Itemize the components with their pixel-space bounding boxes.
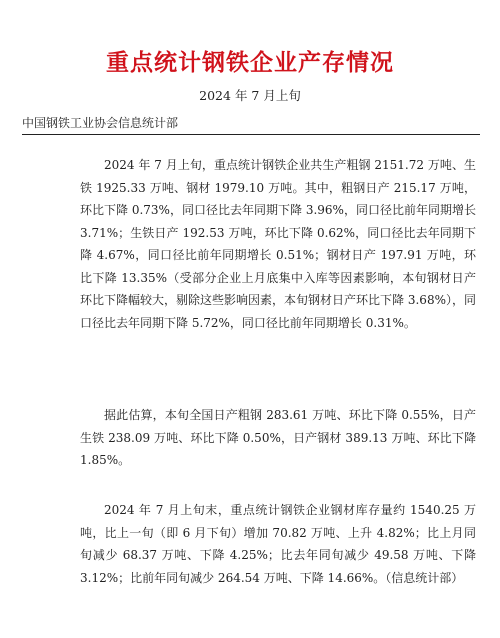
document-title: 重点统计钢铁企业产存情况 [106, 49, 394, 76]
paragraph-inventory: 2024 年 7 月上旬末，重点统计钢铁企业钢材库存量约 1540.25 万吨，比上一旬（即 6 月下旬）增加 70.82 万吨、上升 4.82%；比上月同旬减少 68.37 万吨、下降 4.25%；比去年同旬减少 49.58 万吨、下降 3.12%；比前年同旬减少 264.54 万吨、下降 14.66%。（信息统计部） [80, 503, 476, 585]
document-date: 2024 年 7 月上旬 [199, 88, 301, 103]
paragraph-national-estimate: 据此估算，本旬全国日产粗钢 283.61 万吨、环比下降 0.55%，日产生铁 238.09 万吨、环比下降 0.50%，日产钢材 389.13 万吨、环比下降 1.85%。 [80, 408, 476, 467]
header-divider [22, 134, 480, 135]
paragraph-production: 2024 年 7 月上旬，重点统计钢铁企业共生产粗钢 2151.72 万吨、生铁 1925.33 万吨、钢材 1979.10 万吨。其中，粗钢日产 215.17 万吨，环比下降 0.73%，同口径比去年同期下降 3.96%，同口径比前年同期增长 3.71%；生铁日产 192.53 万吨，环比下降 0.62%，同口径比去年同期下降 4.67%，同口径比前年同期增长 0.51%；钢材日产 197.91 万吨，环比下降 13.35%（受部分企业上月底集中入库等因素影响，本旬钢材日产环比下降幅较大，剔除这些影响因素，本旬钢材日产环比下降 3.68%），同口径比去年同期下降 5.72%，同口径比前年同期增长 0.31%。 [80, 158, 476, 330]
issuing-organization: 中国钢铁工业协会信息统计部 [22, 116, 179, 130]
